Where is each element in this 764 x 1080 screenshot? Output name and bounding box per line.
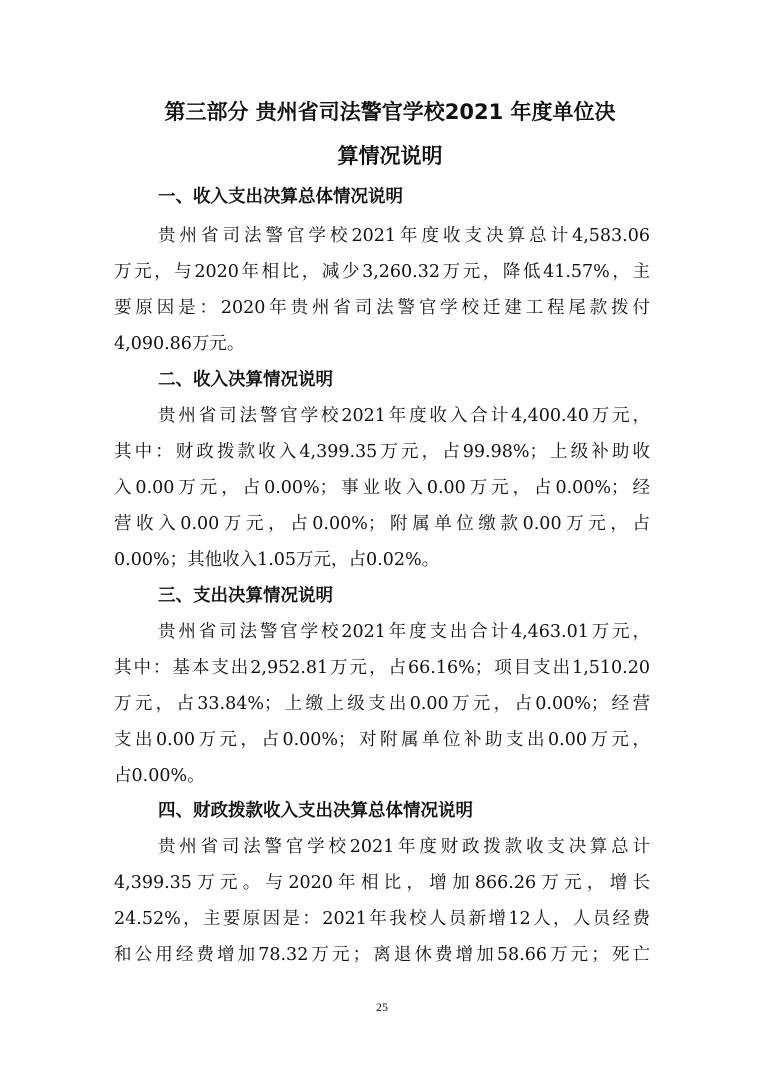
section-2-line-5: 0.00%；其他收入1.05万元，占0.02%。 bbox=[114, 550, 440, 570]
page-number: 25 bbox=[376, 1000, 388, 1014]
section-2-line-3: 入0.00万元，占0.00%；事业收入0.00万元，占0.00%；经 bbox=[114, 478, 650, 498]
section-1-line-2: 万元，与2020年相比，减少3,260.32万元，降低41.57%，主 bbox=[114, 262, 650, 282]
section-1-line-3: 要原因是：2020年贵州省司法警官学校迁建工程尾款拨付 bbox=[114, 298, 650, 318]
section-2-line-4: 营收入0.00万元，占0.00%；附属单位缴款0.00万元，占 bbox=[114, 514, 650, 534]
section-1-line-1: 贵州省司法警官学校2021年度收支决算总计4,583.06 bbox=[158, 226, 650, 246]
section-3-line-1: 贵州省司法警官学校2021年度支出合计4,463.01万元， bbox=[158, 622, 650, 642]
section-4-line-3: 24.52%，主要原因是：2021年我校人员新增12人，人员经费 bbox=[114, 909, 650, 929]
section-4-heading: 四、财政拨款收入支出决算总体情况说明 bbox=[158, 801, 473, 821]
document-title-line-2: 算情况说明 bbox=[337, 144, 443, 168]
section-4-line-2: 4,399.35万元。与2020年相比，增加866.26万元，增长 bbox=[114, 873, 650, 893]
document-title-line-1: 第三部分 贵州省司法警官学校2021 年度单位决 bbox=[164, 100, 616, 124]
section-3-heading: 三、支出决算情况说明 bbox=[158, 586, 333, 606]
section-1-heading: 一、收入支出决算总体情况说明 bbox=[158, 187, 403, 207]
section-2-line-2: 其中：财政拨款收入4,399.35万元，占99.98%；上级补助收 bbox=[114, 442, 650, 462]
section-2-heading: 二、收入决算情况说明 bbox=[158, 370, 333, 390]
section-4-line-4: 和公用经费增加78.32万元；离退休费增加58.66万元；死亡 bbox=[114, 945, 650, 965]
section-3-line-3: 万元，占33.84%；上缴上级支出0.00万元，占0.00%；经营 bbox=[114, 694, 650, 714]
section-1-line-4: 4,090.86万元。 bbox=[114, 334, 245, 354]
section-2-line-1: 贵州省司法警官学校2021年度收入合计4,400.40万元， bbox=[158, 406, 650, 426]
section-3-line-5: 占0.00%。 bbox=[114, 766, 205, 786]
section-4-line-1: 贵州省司法警官学校2021年度财政拨款收支决算总计 bbox=[158, 837, 650, 857]
section-3-line-4: 支出0.00万元，占0.00%；对附属单位补助支出0.00万元， bbox=[114, 730, 650, 750]
section-3-line-2: 其中：基本支出2,952.81万元，占66.16%；项目支出1,510.20 bbox=[114, 658, 650, 678]
